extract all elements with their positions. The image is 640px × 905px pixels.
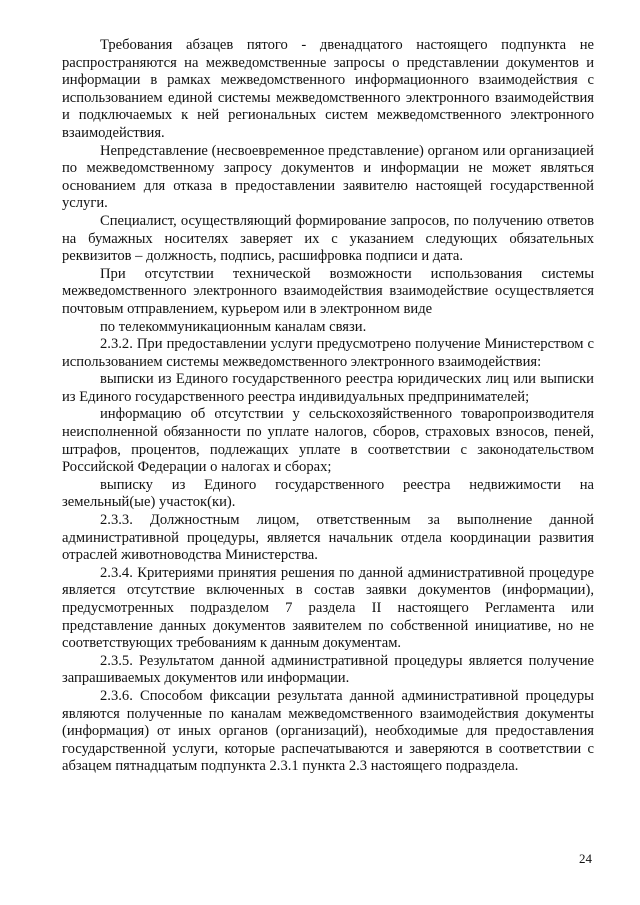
paragraph-tax-arrears-info: информацию об отсутствии у сельскохозяйственного товаропроизводителя неисполненной обязанности по уплате налогов, сборов, страховых взносов, пеней, штрафов, процентов, подлежащих уплате в соответствии с законодательством Российской Федерации о налогах и сборах; (62, 406, 594, 476)
paragraph-2-3-6: 2.3.6. Способом фиксации результата данной административной процедуры являются полученные по каналам межведомственного взаимодействия документы (информация) от иных органов (организаций), необходимые для предоставления государственной услуги, которые распечатываются и заверяются в соответствии с абзацем пятнадцатым подпункта 2.3.1 пункта 2.3 настоящего подраздела. (62, 687, 594, 775)
page-number: 24 (579, 851, 592, 866)
paragraph-interagency-requests-exemption: Требования абзацев пятого - двенадцатого настоящего подпункта не распространяются на межведомственные запросы о представлении документов и информации в рамках межведомственного информационного взаимодействия с использованием единой системы межведомственного электронного взаимодействия и подключаемых к ней региональных систем межведомственного электронного взаимодействия. (62, 37, 594, 141)
paragraph-2-3-2: 2.3.2. При предоставлении услуги предусмотрено получение Министерством с использованием системы межведомственного электронного взаимодействия: (62, 336, 594, 370)
paragraph-2-3-5: 2.3.5. Результатом данной административной процедуры является получение запрашиваемых документов или информации. (62, 652, 594, 687)
paragraph-non-submission: Непредставление (несвоевременное представление) органом или организацией по межведомственному запросу документов и информации не может являться основанием для отказа в предоставлении заявителю настоящей государственной услуги. (62, 142, 594, 212)
paragraph-egrn-extract: выписку из Единого государственного реестра недвижимости на земельный(ые) участок(ки). (62, 476, 594, 511)
document-body (62, 37, 594, 776)
paragraph-telecom-channels: по телекоммуникационным каналам связи. (100, 318, 367, 335)
paragraph-2-3-3: 2.3.3. Должностным лицом, ответственным за выполнение данной административной процедуры, является начальник отдела координации развития отраслей животноводства Министерства. (62, 512, 594, 564)
paragraph-egrul-egrip-extracts: выписки из Единого государственного реестра юридических лиц или выписки из Единого государственного реестра индивидуальных предпринимателей; (62, 371, 594, 405)
paragraph-no-technical-possibility: При отсутствии технической возможности использования системы межведомственного электронного взаимодействия взаимодействие осуществляется почтовым отправлением, курьером или в электронном виде (62, 265, 594, 317)
paragraph-specialist-certification: Специалист, осуществляющий формирование запросов, по получению ответов на бумажных носителях заверяет их с указанием следующих обязательных реквизитов – должность, подпись, расшифровка подписи и дата. (62, 212, 594, 265)
paragraph-2-3-4: 2.3.4. Критериями принятия решения по данной административной процедуре является отсутствие включенных в состав заявки документов (информации), предусмотренных подразделом 7 раздела II настоящего Регламента или представление данных документов заявителем по собственной инициативе, но не соответствующих требованиям к данным документам. (62, 564, 594, 652)
